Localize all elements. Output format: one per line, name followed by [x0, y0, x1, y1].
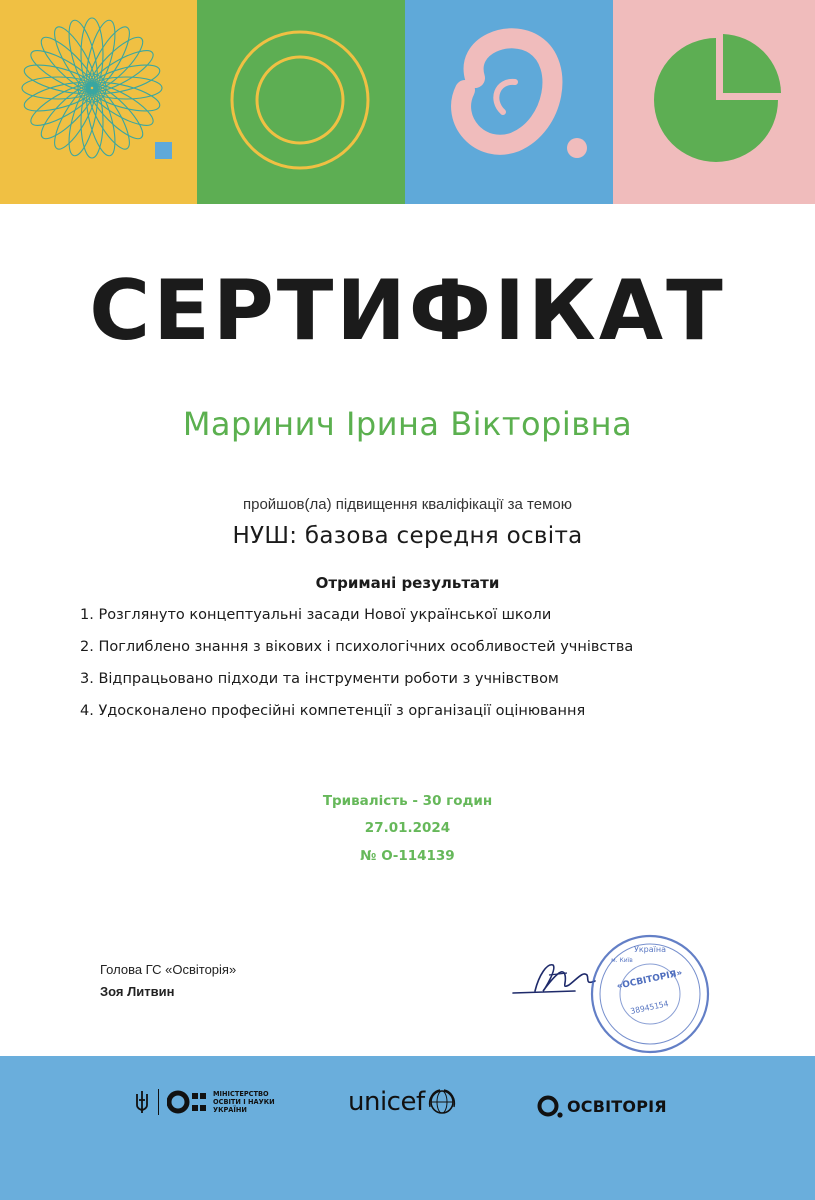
result-item: 1. Розглянуто концептуальні засади Нової української школи: [80, 607, 552, 623]
flower-petal: [87, 59, 162, 99]
banner-tile-green: [197, 0, 405, 204]
footer-band: [0, 1056, 815, 1200]
result-item: 4. Удосконалено професійні компетенції з організації оцінювання: [80, 703, 586, 719]
ministry-logo-icon: [167, 1090, 207, 1114]
recipient-name: Маринич Ірина Вікторівна: [182, 405, 633, 443]
unicef-logo: [348, 1087, 457, 1117]
flower-petal: [81, 18, 121, 93]
flower-petal: [63, 18, 103, 93]
osvitoria-logo: [536, 1093, 667, 1119]
result-item: 3. Відпрацьовано підходи та інструменти роботи з учнівством: [80, 671, 559, 687]
flower-petal: [35, 31, 101, 97]
ring-icon: [197, 0, 405, 204]
header-banner: [0, 0, 815, 204]
results-list: [80, 605, 760, 733]
flower-petal: [63, 83, 103, 158]
pie-icon: [613, 0, 815, 204]
globe-icon: [427, 1087, 457, 1117]
banner-tile-yellow: [0, 0, 197, 204]
osvitoria-o-icon: [536, 1093, 564, 1119]
course-topic: НУШ: базова середня освіта: [232, 523, 583, 549]
osvitoria-label: ОСВІТОРІЯ: [567, 1096, 667, 1116]
signatory-role: Голова ГС «Освіторія»: [100, 962, 237, 977]
brush-ring-icon: [405, 0, 613, 204]
course-duration: Тривалість - 30 годин: [322, 793, 493, 809]
banner-tile-blue: [405, 0, 613, 204]
ministry-label: МІНІСТЕРСТВО ОСВІТИ І НАУКИ УКРАЇНИ: [213, 1090, 275, 1114]
stamp-city: м. Київ: [611, 957, 633, 964]
stamp-org: «ОСВІТОРІЯ»: [615, 968, 684, 992]
flower-icon: [0, 0, 197, 204]
result-item: 2. Поглиблено знання з вікових і психологічних особливостей учнівства: [80, 639, 634, 655]
certificate-number: № О-114139: [360, 848, 455, 864]
ministry-logo: [134, 1089, 293, 1115]
banner-tile-pink: [613, 0, 815, 204]
flower-petal: [35, 79, 101, 145]
signatory-name: Зоя Литвин: [100, 984, 175, 999]
official-stamp: [568, 928, 728, 1058]
passed-text: пройшов(ла) підвищення кваліфікації за темою: [242, 496, 572, 513]
results-heading: Отримані результати: [315, 574, 500, 592]
flower-petal: [83, 79, 149, 145]
certificate-title: СЕРТИФІКАТ: [89, 262, 726, 359]
trident-icon: [134, 1090, 150, 1114]
flower-petal: [83, 31, 149, 97]
stamp-country: Україна: [633, 945, 667, 954]
flower-petal: [22, 59, 97, 99]
unicef-label: unicef: [348, 1087, 425, 1117]
stamp-code: 38945154: [629, 999, 670, 1016]
issue-date: 27.01.2024: [364, 820, 451, 836]
